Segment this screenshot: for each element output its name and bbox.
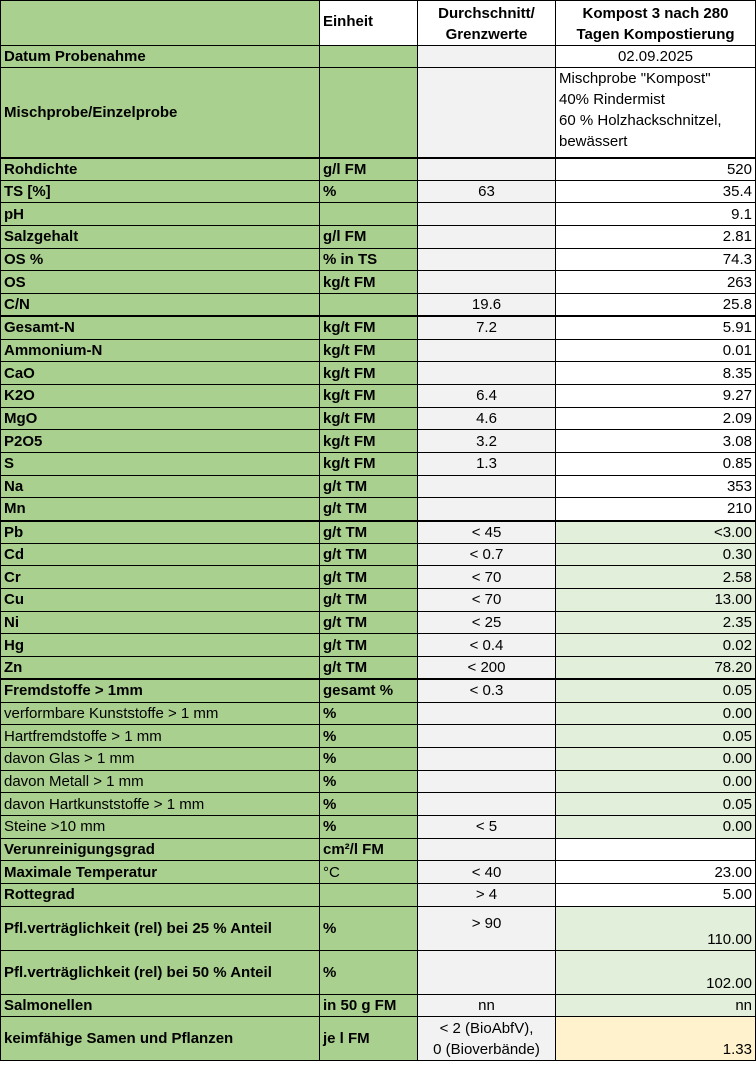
parameter-unit: g/t TM	[320, 611, 418, 634]
table-row	[1, 203, 756, 226]
table-row	[1, 430, 756, 453]
parameter-average	[418, 203, 556, 226]
parameter-label: Rottegrad	[1, 884, 320, 907]
parameter-unit: % in TS	[320, 248, 418, 271]
parameter-average: < 70	[418, 589, 556, 612]
header-average: Durchschnitt/ Grenzwerte	[418, 1, 556, 46]
parameter-average: < 5	[418, 815, 556, 838]
parameter-label: CaO	[1, 362, 320, 385]
parameter-label: Ni	[1, 611, 320, 634]
parameter-label: Maximale Temperatur	[1, 861, 320, 884]
parameter-average	[418, 1017, 556, 1061]
parameter-average	[418, 339, 556, 362]
parameter-label: C/N	[1, 294, 320, 317]
table-row	[1, 906, 756, 950]
parameter-label: davon Hartkunststoffe > 1 mm	[1, 793, 320, 816]
parameter-label: Pfl.verträglichkeit (rel) bei 50 % Anteil	[1, 950, 320, 994]
table-row	[1, 294, 756, 317]
parameter-unit: g/t TM	[320, 634, 418, 657]
parameter-label: Mn	[1, 498, 320, 521]
parameter-average: 4.6	[418, 407, 556, 430]
parameter-unit: %	[320, 747, 418, 770]
parameter-average: > 4	[418, 884, 556, 907]
parameter-average: nn	[418, 994, 556, 1017]
table-row	[1, 770, 756, 793]
parameter-value: 0.00	[556, 815, 756, 838]
datum-value: 02.09.2025	[556, 46, 756, 68]
parameter-label: verformbare Kunststoffe > 1 mm	[1, 702, 320, 725]
parameter-label: Salmonellen	[1, 994, 320, 1017]
parameter-unit: %	[320, 702, 418, 725]
parameter-label: Rohdichte	[1, 158, 320, 181]
table-row	[1, 994, 756, 1017]
parameter-value: 0.05	[556, 679, 756, 702]
table-row	[1, 747, 756, 770]
parameter-average	[418, 475, 556, 498]
parameter-unit: g/t TM	[320, 657, 418, 680]
parameter-unit: je l FM	[320, 1017, 418, 1061]
parameter-value: nn	[556, 994, 756, 1017]
parameter-value: 5.00	[556, 884, 756, 907]
table-row	[1, 226, 756, 249]
parameter-average: < 0.4	[418, 634, 556, 657]
table-row	[1, 407, 756, 430]
parameter-unit: in 50 g FM	[320, 994, 418, 1017]
parameter-value: <3.00	[556, 521, 756, 544]
parameter-average: < 0.3	[418, 679, 556, 702]
table-row	[1, 793, 756, 816]
table-row	[1, 679, 756, 702]
average-line: < 2 (BioAbfV),	[439, 1019, 534, 1037]
parameter-unit: %	[320, 906, 418, 950]
parameter-average	[418, 271, 556, 294]
parameter-average	[418, 747, 556, 770]
table-row	[1, 316, 756, 339]
parameter-value: 0.05	[556, 725, 756, 748]
parameter-unit: g/t TM	[320, 566, 418, 589]
table-row	[1, 452, 756, 475]
parameter-value: 9.1	[556, 203, 756, 226]
parameter-unit: %	[320, 815, 418, 838]
parameter-value: 2.58	[556, 566, 756, 589]
parameter-label: Pfl.verträglichkeit (rel) bei 25 % Anteil	[1, 906, 320, 950]
parameter-average	[418, 950, 556, 994]
table-row	[1, 589, 756, 612]
parameter-unit: %	[320, 770, 418, 793]
table-row	[1, 475, 756, 498]
parameter-average	[418, 362, 556, 385]
header-unit: Einheit	[320, 1, 418, 46]
parameter-label: Pb	[1, 521, 320, 544]
parameter-unit: gesamt %	[320, 679, 418, 702]
parameter-average: < 45	[418, 521, 556, 544]
parameter-label: Salzgehalt	[1, 226, 320, 249]
parameter-label: davon Glas > 1 mm	[1, 747, 320, 770]
table-row	[1, 362, 756, 385]
parameter-label: Cu	[1, 589, 320, 612]
table-row	[1, 248, 756, 271]
table-row	[1, 158, 756, 181]
table-row	[1, 271, 756, 294]
parameter-value: 0.00	[556, 770, 756, 793]
parameter-unit: g/l FM	[320, 226, 418, 249]
parameter-label: keimfähige Samen und Pflanzen	[1, 1017, 320, 1061]
header-sample: Kompost 3 nach 280 Tagen Kompostierung	[556, 1, 756, 46]
table-row	[1, 815, 756, 838]
parameter-average: < 200	[418, 657, 556, 680]
parameter-label: Hartfremdstoffe > 1 mm	[1, 725, 320, 748]
mischprobe-label: Mischprobe/Einzelprobe	[1, 68, 320, 158]
datum-label: Datum Probenahme	[1, 46, 320, 68]
parameter-value	[556, 838, 756, 861]
parameter-unit: %	[320, 725, 418, 748]
parameter-value: 520	[556, 158, 756, 181]
parameter-value: 13.00	[556, 589, 756, 612]
parameter-label: Hg	[1, 634, 320, 657]
parameter-average	[418, 838, 556, 861]
parameter-value: 1.33	[556, 1017, 756, 1061]
parameter-average: 1.3	[418, 452, 556, 475]
parameter-unit: cm²/l FM	[320, 838, 418, 861]
datum-row	[1, 46, 756, 68]
mischprobe-description	[556, 68, 756, 158]
parameter-value: 35.4	[556, 180, 756, 203]
parameter-label: Ammonium-N	[1, 339, 320, 362]
table-row	[1, 180, 756, 203]
parameter-label: Verunreinigungsgrad	[1, 838, 320, 861]
parameter-value: 3.08	[556, 430, 756, 453]
parameter-label: MgO	[1, 407, 320, 430]
parameter-value: 78.20	[556, 657, 756, 680]
mischprobe-line: 60 % Holzhackschnitzel,	[559, 112, 722, 129]
mischprobe-line: 40% Rindermist	[559, 91, 665, 108]
parameter-value: 0.00	[556, 702, 756, 725]
parameter-label: S	[1, 452, 320, 475]
parameter-value: 210	[556, 498, 756, 521]
parameter-value: 0.30	[556, 543, 756, 566]
table-row	[1, 702, 756, 725]
parameter-value: 8.35	[556, 362, 756, 385]
parameter-unit: g/t TM	[320, 589, 418, 612]
parameter-value: 0.05	[556, 793, 756, 816]
parameter-unit: °C	[320, 861, 418, 884]
parameter-unit: g/l FM	[320, 158, 418, 181]
parameter-average: > 90	[418, 906, 556, 950]
average-line: 0 (Bioverbände)	[433, 1040, 540, 1058]
parameter-unit: %	[320, 793, 418, 816]
parameter-unit: kg/t FM	[320, 384, 418, 407]
parameter-label: Gesamt-N	[1, 316, 320, 339]
parameter-label: K2O	[1, 384, 320, 407]
parameter-average: < 70	[418, 566, 556, 589]
table-row	[1, 611, 756, 634]
parameter-unit: g/t TM	[320, 521, 418, 544]
parameter-average	[418, 226, 556, 249]
parameter-average	[418, 158, 556, 181]
parameter-average	[418, 770, 556, 793]
parameter-value: 353	[556, 475, 756, 498]
parameter-average	[418, 702, 556, 725]
parameter-average	[418, 793, 556, 816]
parameter-unit: kg/t FM	[320, 316, 418, 339]
parameter-unit: %	[320, 950, 418, 994]
parameter-unit: kg/t FM	[320, 271, 418, 294]
table-row	[1, 1017, 756, 1061]
parameter-label: Cr	[1, 566, 320, 589]
table-row	[1, 884, 756, 907]
table-row	[1, 543, 756, 566]
parameter-unit: g/t TM	[320, 543, 418, 566]
parameter-value: 0.01	[556, 339, 756, 362]
parameter-value: 263	[556, 271, 756, 294]
parameter-average: 7.2	[418, 316, 556, 339]
parameter-label: Cd	[1, 543, 320, 566]
parameter-average: 19.6	[418, 294, 556, 317]
data-rows	[1, 158, 756, 1061]
parameter-unit: %	[320, 180, 418, 203]
parameter-unit	[320, 294, 418, 317]
datum-unit	[320, 46, 418, 68]
mischprobe-line: bewässert	[559, 133, 628, 150]
parameter-value: 23.00	[556, 861, 756, 884]
parameter-value: 2.09	[556, 407, 756, 430]
parameter-label: Zn	[1, 657, 320, 680]
parameter-average: 6.4	[418, 384, 556, 407]
table-row	[1, 725, 756, 748]
parameter-unit: kg/t FM	[320, 339, 418, 362]
parameter-average	[418, 498, 556, 521]
table-row	[1, 498, 756, 521]
parameter-unit: kg/t FM	[320, 407, 418, 430]
parameter-average: < 40	[418, 861, 556, 884]
header-row	[1, 1, 756, 46]
parameter-label: TS [%]	[1, 180, 320, 203]
parameter-value: 74.3	[556, 248, 756, 271]
table-row	[1, 521, 756, 544]
parameter-average: < 25	[418, 611, 556, 634]
mischprobe-line: Mischprobe "Kompost"	[559, 70, 711, 87]
parameter-average: < 0.7	[418, 543, 556, 566]
parameter-label: davon Metall > 1 mm	[1, 770, 320, 793]
parameter-label: Fremdstoffe > 1mm	[1, 679, 320, 702]
parameter-value: 102.00	[556, 950, 756, 994]
datum-avg	[418, 46, 556, 68]
table-row	[1, 566, 756, 589]
table-row	[1, 384, 756, 407]
table-row	[1, 339, 756, 362]
table-row	[1, 950, 756, 994]
parameter-unit	[320, 884, 418, 907]
table-row	[1, 861, 756, 884]
header-label-cell	[1, 1, 320, 46]
parameter-value: 0.02	[556, 634, 756, 657]
parameter-label: OS %	[1, 248, 320, 271]
parameter-unit: kg/t FM	[320, 452, 418, 475]
mischprobe-row	[1, 68, 756, 158]
parameter-value: 9.27	[556, 384, 756, 407]
parameter-unit: kg/t FM	[320, 430, 418, 453]
parameter-value: 2.35	[556, 611, 756, 634]
parameter-label: Na	[1, 475, 320, 498]
parameter-value: 110.00	[556, 906, 756, 950]
parameter-value: 0.85	[556, 452, 756, 475]
parameter-average	[418, 248, 556, 271]
table-row	[1, 634, 756, 657]
parameter-unit: g/t TM	[320, 475, 418, 498]
parameter-value: 25.8	[556, 294, 756, 317]
parameter-label: Steine >10 mm	[1, 815, 320, 838]
table-row	[1, 657, 756, 680]
parameter-value: 5.91	[556, 316, 756, 339]
parameter-unit: kg/t FM	[320, 362, 418, 385]
parameter-unit	[320, 203, 418, 226]
parameter-unit: g/t TM	[320, 498, 418, 521]
mischprobe-avg	[418, 68, 556, 158]
table-row	[1, 838, 756, 861]
parameter-average	[418, 725, 556, 748]
parameter-average: 63	[418, 180, 556, 203]
mischprobe-unit	[320, 68, 418, 158]
parameter-label: pH	[1, 203, 320, 226]
parameter-value: 0.00	[556, 747, 756, 770]
parameter-value: 2.81	[556, 226, 756, 249]
parameter-average: 3.2	[418, 430, 556, 453]
parameter-label: OS	[1, 271, 320, 294]
parameter-label: P2O5	[1, 430, 320, 453]
